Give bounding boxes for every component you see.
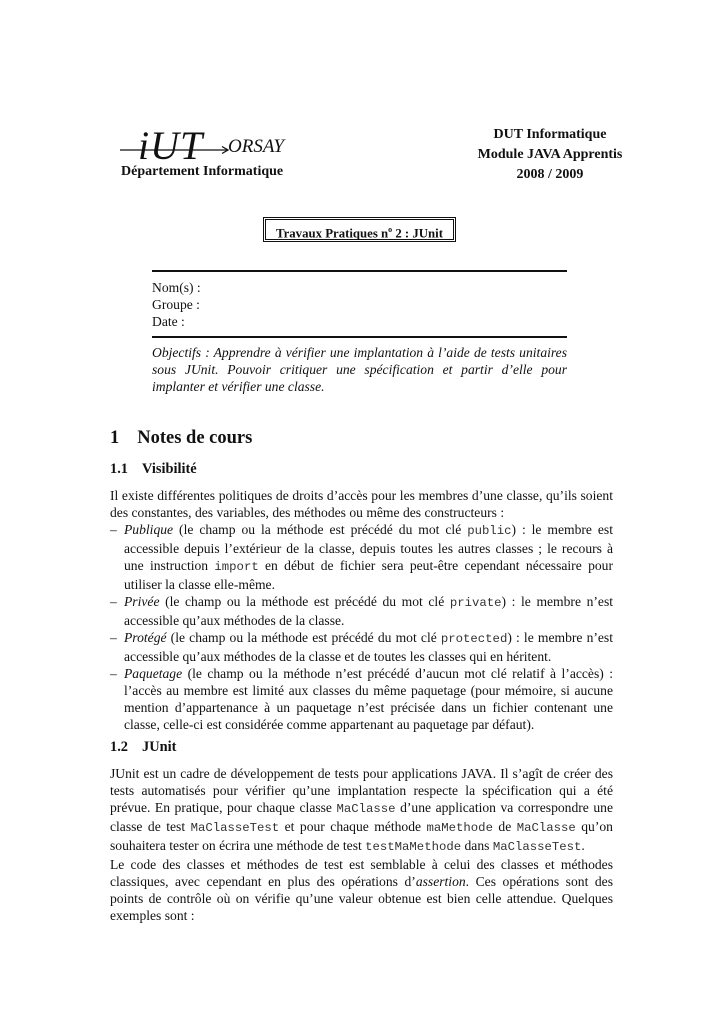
tp-title-sup: o	[388, 225, 393, 234]
para-text: de	[492, 819, 517, 834]
visibility-intro: Il existe différentes politiques de droits d’accès pour les membres d’une classe, qu’ils soient des constantes, des variables, des méthodes ou même des constructeurs :	[110, 488, 613, 520]
term-protege: Protégé	[124, 630, 167, 645]
form-fields	[152, 279, 201, 330]
subsection-1-1-title: Visibilité	[142, 461, 197, 477]
subsection-1-1-num: 1.1	[110, 461, 128, 477]
item-text: (le champ ou la méthode n’est précédé d’aucun mot clé relatif à l’accès) : l’accès au membre est limité aux classes du même paquetage (pour mémoire, si aucune mention d’appartenance à un paquetage n’est précisée dans un fichier contenant une classe, celle-ci est considérée comme appartenant au paquetage par défaut).	[124, 666, 613, 732]
item-text: (le champ ou la méthode est précédé du mot clé	[159, 594, 450, 609]
item-text: ) : le membre n’est accessible qu’aux méthodes de la classe.	[124, 594, 614, 628]
tp-title-suffix: 2 : JUnit	[392, 226, 443, 241]
term-assertion: assertion	[415, 874, 466, 889]
code-maclasse: MaClasse	[336, 802, 396, 816]
code-maclasse-2: MaClasse	[516, 821, 576, 835]
para-text: .	[581, 838, 585, 853]
code-mamethode: maMethode	[426, 821, 493, 835]
item-text: (le champ ou la méthode est précédé du mot clé	[166, 630, 441, 645]
subsection-1-2-num: 1.2	[110, 739, 128, 755]
logo-iut-text: iUT	[138, 123, 204, 168]
subsection-1-2-title: JUnit	[142, 739, 177, 755]
field-date: Date :	[152, 314, 185, 329]
list-item: – Privée (le champ ou la méthode est précédé du mot clé private) : le membre n’est accessible qu’aux méthodes de la classe.	[110, 594, 614, 628]
list-item: – Protégé (le champ ou la méthode est précédé du mot clé protected) : le membre n’est accessible qu’aux méthodes de la classe et de toutes les classes qui en héritent.	[110, 630, 614, 664]
top-rule	[152, 270, 567, 272]
department-label: Département Informatique	[121, 164, 284, 179]
objectives-text: Objectifs : Apprendre à vérifier une implantation à l’aide de tests unitaires sous JUnit. Pouvoir critiquer une spécification et partir d’elle pour implanter et vérifier une classe.	[152, 345, 567, 394]
para-text: . Ces opérations sont des points de contrôle où on vérifie qu’une valeur obtenue est bien celle attendue. Quelques exemples sont :	[110, 874, 613, 923]
term-privee: Privée	[124, 594, 160, 609]
para-text: Le code des classes et méthodes de test est semblable à celui des classes et méthodes classiques, avec cependant en plus des opérations d’	[110, 857, 613, 889]
code-import: import	[214, 560, 259, 574]
course-line-2: Module JAVA Apprentis	[477, 147, 623, 162]
subsection-1-2-heading	[110, 739, 176, 756]
item-text: (le champ ou la méthode est précédé du mot clé	[173, 522, 468, 537]
logo-orsay-text: ORSAY	[228, 136, 284, 157]
field-nom: Nom(s) :	[152, 280, 201, 295]
subsection-1-1-heading	[110, 461, 197, 478]
tp-title-prefix: Travaux Pratiques n	[276, 226, 389, 241]
visibility-block	[110, 487, 613, 733]
visibility-list	[110, 521, 613, 733]
bottom-rule	[152, 336, 567, 338]
course-line-3: 2008 / 2009	[516, 167, 584, 182]
list-item: – Paquetage (le champ ou la méthode n’est précédé d’aucun mot clé relatif à l’accès) : l’accès au membre est limité aux classes du même paquetage (pour mémoire, si aucune mention d’appartenance à un paquetage n’est précisée dans un fichier contenant une classe, celle-ci est considérée comme appartenant au paquetage par défaut).	[110, 666, 613, 732]
tp-title-box	[265, 219, 454, 240]
code-maclassetest-2: MaClasseTest	[492, 840, 582, 854]
junit-paragraph-2	[110, 856, 613, 924]
item-text: ) : le membre n’est accessible qu’aux méthodes de la classe et de toutes les classes qui en héritent.	[124, 630, 614, 664]
para-text: dans	[461, 838, 493, 853]
item-text: ) : le membre est accessible depuis l’extérieur de la classe, depuis toutes les autres classes ; le recours à une instruction	[124, 522, 613, 573]
code-protected: protected	[440, 632, 508, 646]
term-paquetage: Paquetage	[124, 666, 183, 681]
code-private: private	[449, 596, 502, 610]
junit-paragraph-1	[110, 765, 613, 856]
section-1-title: Notes de cours	[137, 428, 253, 448]
code-testmamethode: testMaMethode	[365, 840, 462, 854]
para-text: d’une application va correspondre une classe de test	[110, 800, 613, 834]
para-text: qu’on souhaitera tester on écrira une méthode de test	[110, 819, 613, 853]
code-maclassetest: MaClasseTest	[190, 821, 280, 835]
field-groupe: Groupe :	[152, 297, 200, 312]
section-1-heading	[110, 428, 252, 449]
para-text: et pour chaque méthode	[279, 819, 427, 834]
list-item: – Publique (le champ ou la méthode est précédé du mot clé public) : le membre est accessible depuis l’extérieur de la classe, depuis toutes les autres classes ; le recours à une instruction import en début de fichier sera peut-être cependant nécessaire pour utiliser la classe elle-même.	[110, 522, 613, 592]
para-text: JUnit est un cadre de développement de tests pour applications JAVA. Il s’agît de créer des tests automatisés pour vérifier qu’une implantation respecte la spécification qui a été prévue. En pratique, pour chaque classe	[110, 766, 613, 815]
iut-logo	[120, 123, 295, 168]
section-1-num: 1	[110, 428, 120, 448]
logo-arrow-icon	[120, 145, 240, 155]
course-line-1: DUT Informatique	[493, 127, 607, 142]
term-publique: Publique	[124, 522, 174, 537]
code-public: public	[467, 524, 512, 538]
item-text: en début de fichier sera peut-être cependant nécessaire pour utiliser la classe elle-même.	[124, 558, 613, 592]
course-info	[460, 125, 640, 185]
